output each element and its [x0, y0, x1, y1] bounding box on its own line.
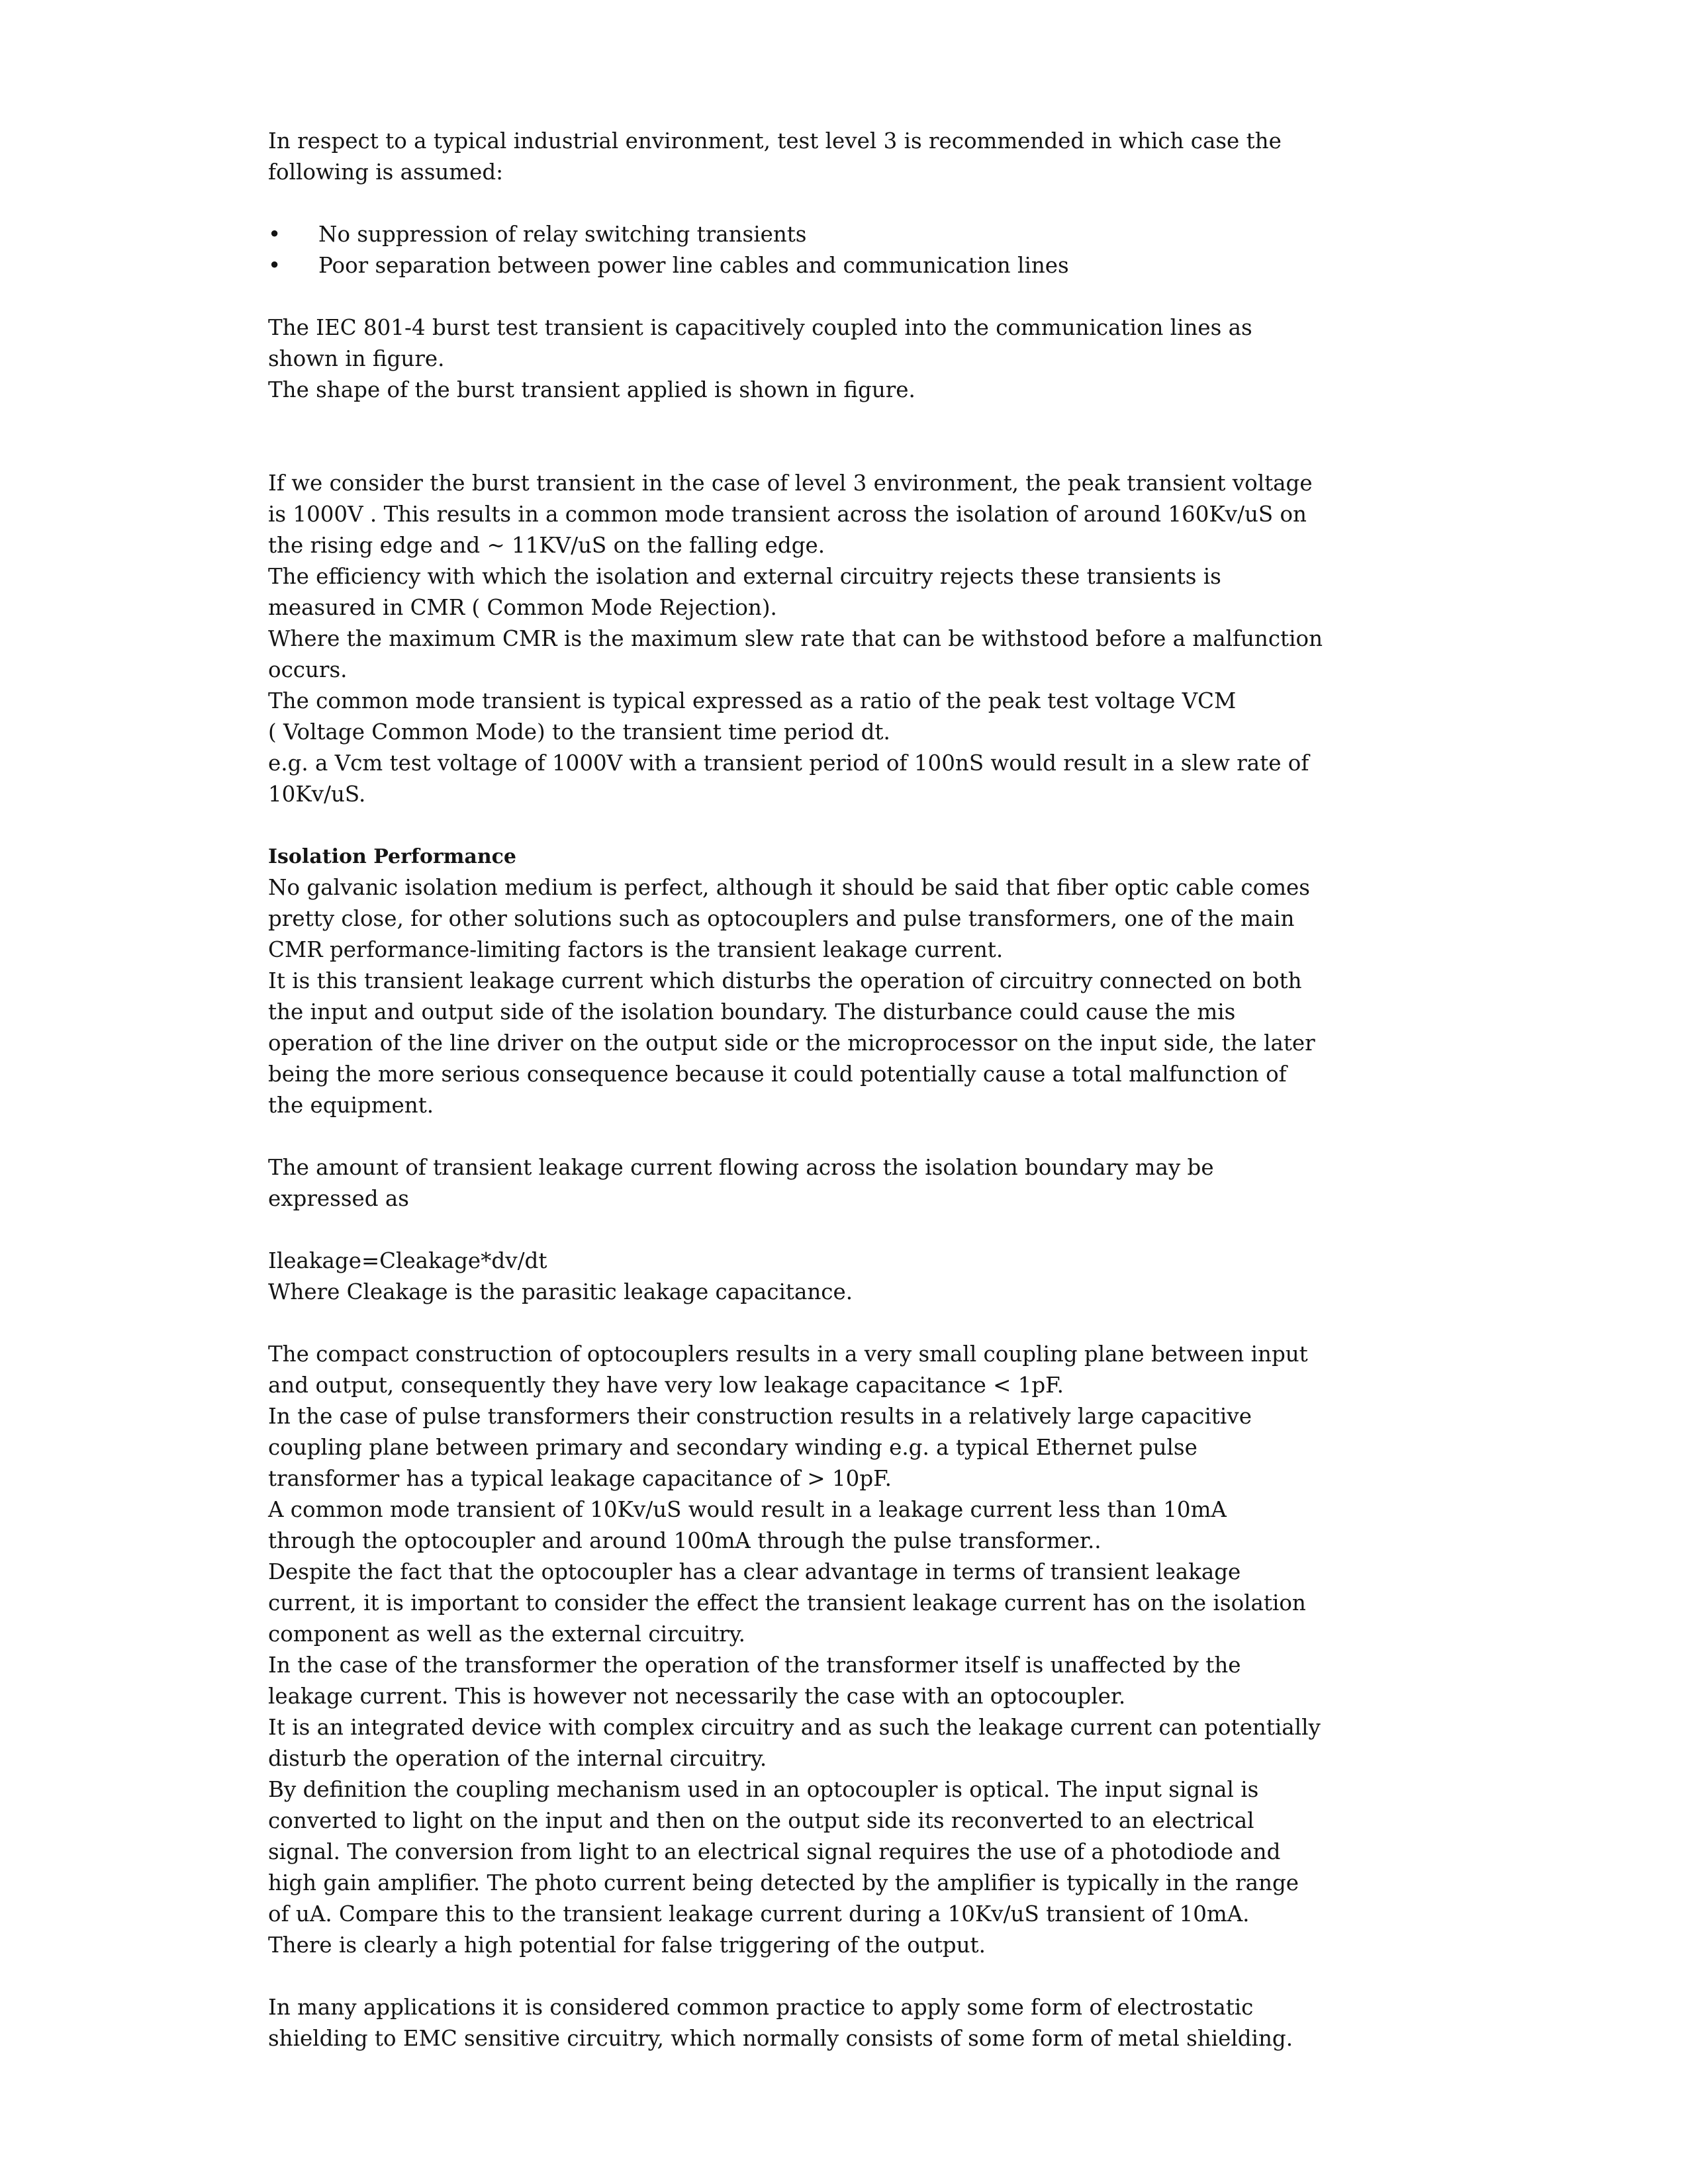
spacer [268, 1308, 1479, 1339]
spacer [268, 281, 1479, 312]
spacer [268, 810, 1479, 841]
formula: Ileakage=Cleakage*dv/dt [268, 1248, 547, 1273]
list-item [268, 250, 1479, 281]
spacer [268, 188, 1479, 219]
bullet-icon: • [268, 222, 281, 247]
bullet-icon: • [268, 253, 281, 278]
spacer [268, 406, 1479, 468]
intro-paragraph: In respect to a typical industrial environment, test level 3 is recommended in which case the following is assumed: [268, 128, 1282, 185]
burst-paragraph: The IEC 801-4 burst test transient is capacitively coupled into the communication lines as shown in figure. The shape of the burst transient applied is shown in figure. [268, 315, 1252, 402]
list-item-text: Poor separation between power line cables and communication lines [318, 253, 1069, 278]
compact-paragraph: The compact construction of optocouplers results in a very small coupling plane between input and output, consequently they have very low leakage capacitance < 1pF. In the case of pulse transformers their construction results in a relatively large capacitive coupling plane between primary and secondary winding e.g. a typical Ethernet pulse transformer has a typical leakage capacitance of > 10pF. A common mode transient of 10Kv/uS would result in a leakage current less than 10mA through the optocoupler and around 100mA through the pulse transformer.. Despite the fact that the optocoupler has a clear advantage in terms of transient leakage current, it is important to consider the effect the transient leakage current has on the isolation component as well as the external circuitry. In the case of the transformer the operation of the transformer itself is unaffected by the leakage current. This is however not necessarily the case with an optocoupler. It is an integrated device with complex circuitry and as such the leakage current can potentially disturb the operation of the internal circuitry. By definition the coupling mechanism used in an optocoupler is optical. The input signal is converted to light on the input and then on the output side its reconverted to an electrical signal. The conversion from light to an electrical signal requires the use of a photodiode and high gain amplifier. The photo current being detected by the amplifier is typically in the range of uA. Compare this to the transient leakage current during a 10Kv/uS transient of 10mA. There is clearly a high potential for false triggering of the output. [268, 1342, 1321, 1958]
level3-paragraph: If we consider the burst transient in the case of level 3 environment, the peak transient voltage is 1000V . This results in a common mode transient across the isolation of around 160Kv/uS on the rising edge and ~ 11KV/uS on the falling edge. The efficiency with which the isolation and external circuitry rejects these transients is measured in CMR ( Common Mode Rejection). Where the maximum CMR is the maximum slew rate that can be withstood before a malfunction occurs. The common mode transient is typical expressed as a ratio of the peak test voltage VCM ( Voltage Common Mode) to the transient time period dt. e.g. a Vcm test voltage of 1000V with a transient period of 100nS would result in a slew rate of 10Kv/uS. [268, 471, 1323, 807]
spacer [268, 1214, 1479, 1246]
spacer [268, 1121, 1479, 1152]
formula-note: Where Cleakage is the parasitic leakage capacitance. [268, 1279, 853, 1304]
assumption-list [268, 219, 1479, 281]
list-item [268, 219, 1479, 250]
isolation-paragraph: No galvanic isolation medium is perfect, although it should be said that fiber optic cable comes pretty close, for other solutions such as optocouplers and pulse transformers, one of the main CMR performance-limiting factors is the transient leakage current. It is this transient leakage current which disturbs the operation of circuitry connected on both the input and output side of the isolation boundary. The disturbance could cause the mis operation of the line driver on the output side or the microprocessor on the input side, the later being the more serious consequence because it could potentially cause a total malfunction of the equipment. [268, 875, 1315, 1118]
section-heading: Isolation Performance [268, 845, 516, 868]
amount-paragraph: The amount of transient leakage current flowing across the isolation boundary may be expressed as [268, 1155, 1214, 1211]
list-item-text: No suppression of relay switching transients [318, 222, 807, 247]
shielding-paragraph: In many applications it is considered common practice to apply some form of electrostatic shielding to EMC sensitive circuitry, which normally consists of some form of metal shielding. [268, 1995, 1293, 2051]
document-page [268, 126, 1479, 2054]
spacer [268, 1961, 1479, 1992]
